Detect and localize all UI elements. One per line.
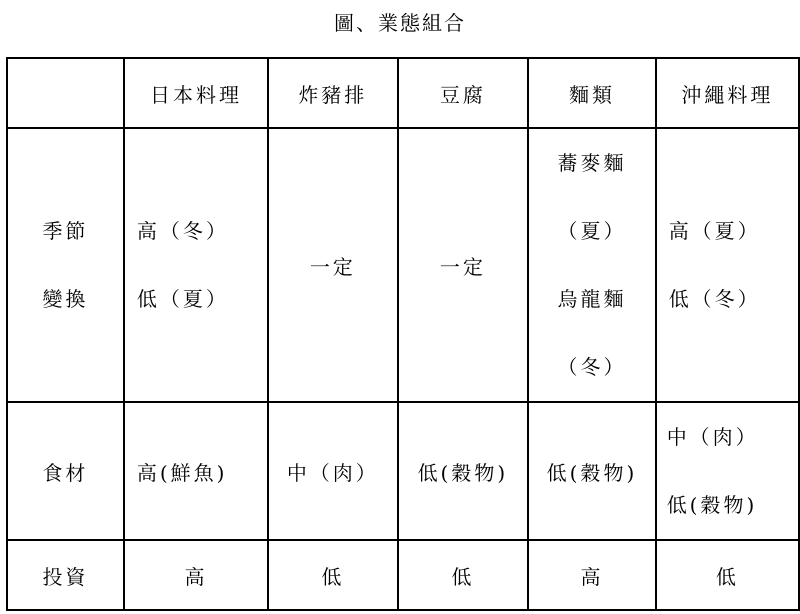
header-cell-corner <box>7 58 124 128</box>
table-cell <box>268 402 397 540</box>
table-cell <box>656 540 799 610</box>
row-label-line: 季節 <box>42 219 89 243</box>
business-format-table <box>6 57 800 611</box>
header-cell-tofu: 豆腐 <box>398 58 529 128</box>
cell-line: 高（夏） <box>668 219 761 243</box>
cell-line: 一定 <box>309 254 356 279</box>
cell-line: （冬） <box>557 355 627 379</box>
table-cell <box>656 402 799 540</box>
table-cell <box>528 128 655 402</box>
cell-line: 低(穀物) <box>666 493 758 517</box>
cell-line: 烏龍麵 <box>557 287 627 311</box>
table-cell <box>124 128 268 402</box>
header-cell-noodles: 麵類 <box>528 58 655 128</box>
cell-line: 高 <box>580 564 604 589</box>
row-label-line: 投資 <box>42 564 89 589</box>
table-cell <box>398 402 529 540</box>
row-label-line: 食材 <box>42 460 89 485</box>
header-cell-tonkatsu: 炸豬排 <box>268 58 397 128</box>
table-cell <box>268 128 397 402</box>
page-title: 圖、業態組合 <box>334 11 466 35</box>
row-label-ingredients <box>7 402 124 540</box>
table-cell <box>268 540 397 610</box>
table-cell <box>528 402 655 540</box>
cell-line: 蕎麥麵 <box>557 151 627 175</box>
table-cell <box>398 540 529 610</box>
table-cell <box>124 540 268 610</box>
row-label-investment <box>7 540 124 610</box>
cell-line: 低（冬） <box>668 287 761 311</box>
cell-line: 低 <box>715 564 739 589</box>
cell-line: 高(鮮魚) <box>136 460 228 485</box>
table-row <box>7 402 799 540</box>
cell-line: 低 <box>451 564 475 589</box>
cell-line: （夏） <box>557 219 627 243</box>
row-label-season <box>7 128 124 402</box>
cell-line: 一定 <box>439 254 486 279</box>
header-row <box>7 58 799 128</box>
cell-line: 低 <box>321 564 345 589</box>
row-label-line: 變換 <box>42 287 89 311</box>
table-row <box>7 128 799 402</box>
cell-line: 低(穀物) <box>546 460 638 485</box>
cell-line: 低（夏） <box>136 287 229 311</box>
table-cell <box>398 128 529 402</box>
cell-line: 中（肉） <box>286 460 379 485</box>
cell-line: 高 <box>184 564 208 589</box>
cell-line: 高（冬） <box>136 219 229 243</box>
cell-line: 低(穀物) <box>417 460 509 485</box>
header-cell-japanese: 日本料理 <box>124 58 268 128</box>
table-cell <box>124 402 268 540</box>
header-cell-okinawan: 沖繩料理 <box>656 58 799 128</box>
table-cell <box>656 128 799 402</box>
table-row <box>7 540 799 610</box>
table-cell <box>528 540 655 610</box>
cell-line: 中（肉） <box>666 425 759 449</box>
